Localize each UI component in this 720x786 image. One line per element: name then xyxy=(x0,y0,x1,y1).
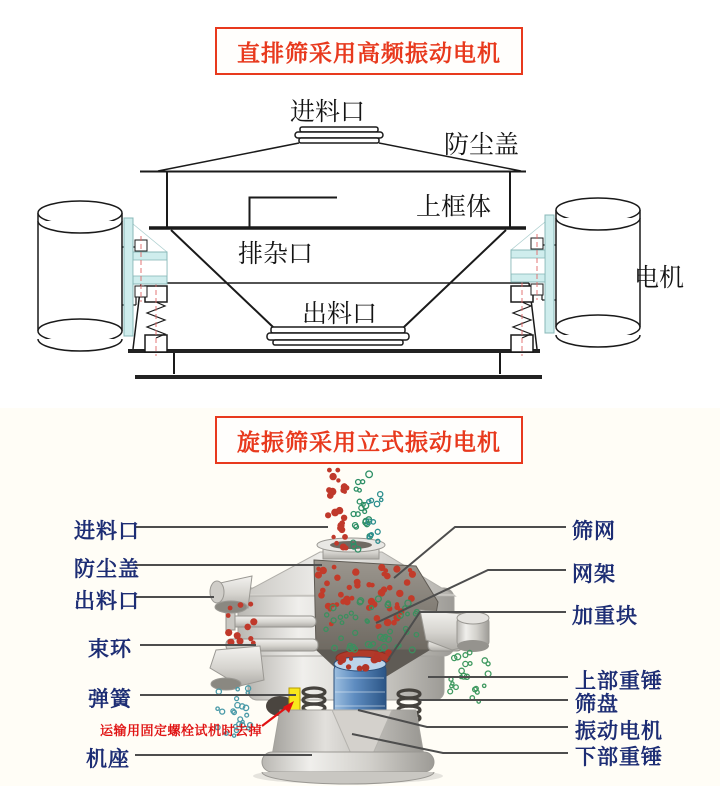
machine-base-graphic xyxy=(262,710,434,784)
direct-sieve-line-drawing xyxy=(38,127,640,377)
label-lower-weight: 下部重锤 xyxy=(575,745,663,769)
label-upper-frame: 上框体 xyxy=(416,194,492,221)
label-discharge-outlet-top: 出料口 xyxy=(302,301,378,328)
label-sieve-tray: 筛盘 xyxy=(575,692,619,716)
label-feed-inlet: 进料口 xyxy=(74,519,140,543)
left-motor xyxy=(38,201,136,351)
right-motor xyxy=(542,198,640,347)
label-clamp-ring: 束环 xyxy=(88,637,132,661)
bottom-banner: 旋振筛采用立式振动电机 xyxy=(215,416,523,464)
label-dust-cover: 防尘盖 xyxy=(74,557,140,581)
impurity-outlet-bracket xyxy=(250,198,338,228)
label-feed-inlet-top: 进料口 xyxy=(290,99,366,126)
right-spring xyxy=(511,282,533,356)
label-motor: 电机 xyxy=(634,265,685,292)
top-banner: 直排筛采用高频振动电机 xyxy=(215,27,523,75)
label-weight-block: 加重块 xyxy=(572,604,638,628)
label-screen-mesh: 筛网 xyxy=(572,519,616,543)
label-machine-base: 机座 xyxy=(86,747,130,771)
label-impurity-outlet: 排杂口 xyxy=(238,241,314,268)
label-upper-weight: 上部重锤 xyxy=(575,669,663,693)
label-spring: 弹簧 xyxy=(88,687,132,711)
label-mesh-frame: 网架 xyxy=(572,562,616,586)
label-dust-cover-top: 防尘盖 xyxy=(444,132,520,159)
label-transport-bolt-note: 运输用固定螺栓试机时去掉 xyxy=(100,723,263,738)
label-discharge-outlet: 出料口 xyxy=(74,589,140,613)
label-vibration-motor: 振动电机 xyxy=(575,719,663,743)
feed-inlet-flange xyxy=(295,127,383,143)
left-spring xyxy=(145,282,167,356)
